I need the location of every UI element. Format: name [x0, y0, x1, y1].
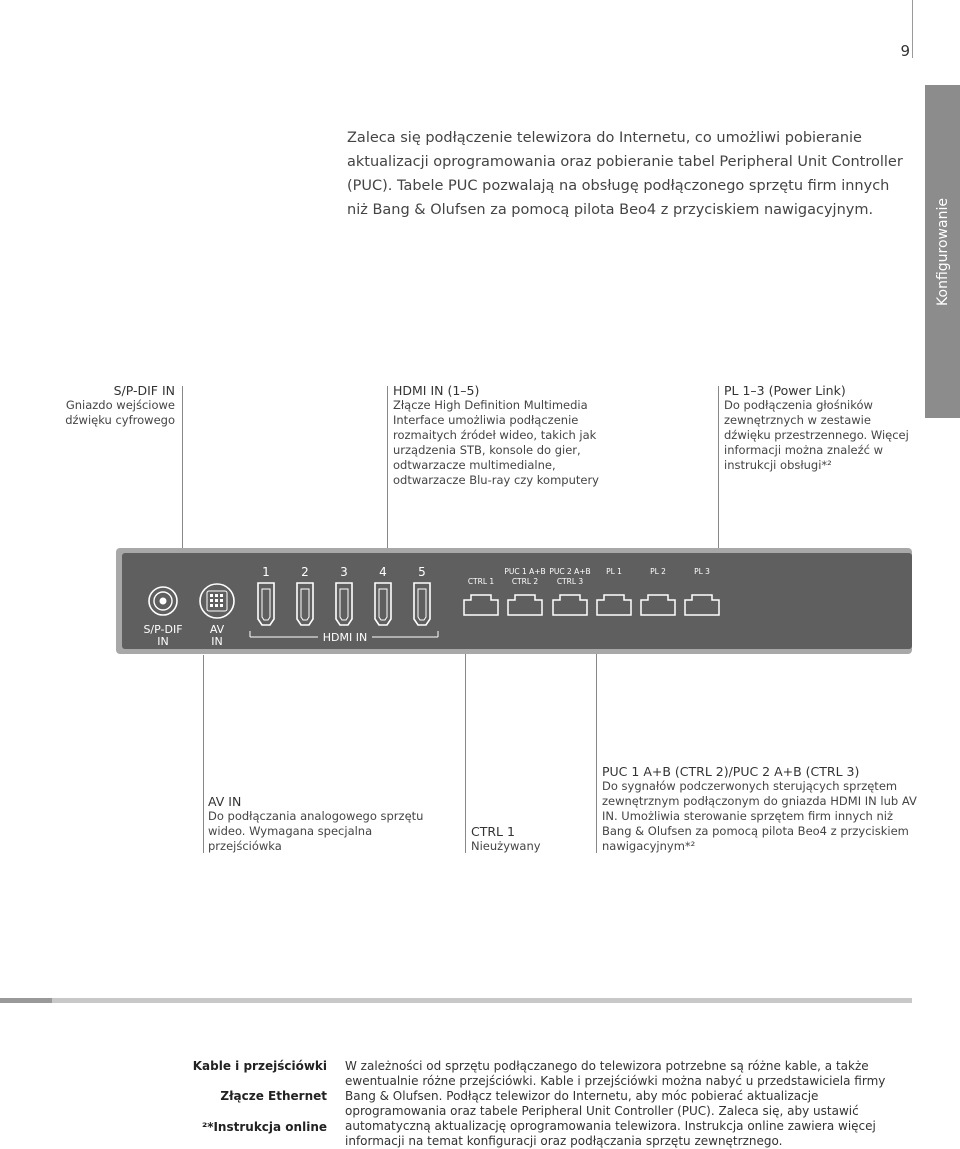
corner-line	[912, 0, 913, 58]
av-leader-line	[203, 655, 204, 853]
hdmi-number-5: 5	[418, 565, 426, 579]
av-callout-body: Do podłączania analogowego sprzętu wideo. Wymagana specjalna przejściówka	[208, 809, 424, 853]
av-panel-label-2: IN	[211, 635, 223, 648]
puc-callout-title: PUC 1 A+B (CTRL 2)/PUC 2 A+B (CTRL 3)	[602, 764, 860, 779]
footer-text: W zależności od sprzętu podłączanego do telewizora potrzebne są różne kable, a także ewentualnie różne przejściówki. Kable i przejściówki można nabyć u przedstawiciela firmy Bang & Olufsen. Podłącz telewizor do Internetu, aby móc pobierać aktualizacje oprogramowania oraz tabele Peripheral Unit Controller (PUC). Zaleca się, aby ustawić automatyczną aktualizację oprogramowania telewizora. Instrukcja online zawiera więcej informacji na temat konfiguracji oraz podłączania sprzętu zewnętrznego.	[345, 1059, 886, 1148]
av-callout	[208, 794, 438, 854]
side-tab-label: Konfigurowanie	[934, 197, 951, 306]
spdif-panel-label-1: S/P-DIF	[143, 623, 183, 636]
hdmi-leader-line	[387, 386, 388, 558]
ctrl1-callout-body: Nieużywany	[471, 839, 541, 853]
spdif-callout-body: Gniazdo wejściowe dźwięku cyfrowego	[65, 398, 175, 427]
hdmi-callout-body: Złącze High Definition Multimedia Interface umożliwia podłączenie rozmaitych źródeł wideo, takich jak urządzenia STB, konsole do gier, odtwarzacze multimedialne, odtwarzacze Blu-ray czy komputery	[393, 398, 599, 487]
hdmi-number-4: 4	[379, 565, 387, 579]
ctrl1-panel-label: CTRL 1	[467, 577, 495, 586]
hdmi-callout	[393, 383, 613, 488]
hdmi-number-2: 2	[301, 565, 309, 579]
footer-label-online-guide: ²*Instrukcja online	[201, 1120, 327, 1134]
section-divider	[0, 998, 912, 1003]
spdif-callout	[30, 383, 175, 428]
av-callout-title: AV IN	[208, 794, 242, 809]
hdmi-callout-title: HDMI IN (1–5)	[393, 383, 480, 398]
footer-label-ethernet: Złącze Ethernet	[220, 1089, 327, 1103]
ctrl1-callout	[471, 824, 591, 854]
intro-paragraph: Zaleca się podłączenie telewizora do Internetu, co umożliwi pobieranie aktualizacji oprogramowania oraz pobieranie tabel Peripheral Unit Controller (PUC). Tabele PUC pozwalają na obsługę podłączonego sprzętu firm innych niż Bang & Olufsen za pomocą pilota Beo4 z przyciskiem nawigacyjnym.	[347, 130, 903, 218]
section-divider-accent	[0, 998, 52, 1003]
pl2-panel-label: PL 2	[650, 567, 666, 576]
hdmi-number-3: 3	[340, 565, 348, 579]
hdmi-number-1: 1	[262, 565, 270, 579]
av-panel-label-1: AV	[209, 623, 225, 636]
pl3-panel-label: PL 3	[694, 567, 710, 576]
spdif-panel-label-2: IN	[157, 635, 169, 648]
puc2-panel-label: PUC 2 A+B	[549, 567, 591, 576]
page-number: 9	[900, 42, 910, 60]
connector-panel	[0, 545, 912, 657]
pl-callout	[724, 383, 909, 473]
puc-callout	[602, 764, 917, 854]
hdmi-panel-label: HDMI IN	[322, 631, 368, 644]
puc1-panel-label: PUC 1 A+B	[504, 567, 546, 576]
pl-callout-title: PL 1–3 (Power Link)	[724, 383, 846, 398]
pl1-panel-label: PL 1	[606, 567, 622, 576]
pl-callout-body: Do podłączenia głośników zewnętrznych w zestawie dźwięku przestrzennego. Więcej informacji można znaleźć w instrukcji obsługi*²	[724, 398, 909, 472]
ctrl3-panel-label: CTRL 3	[556, 577, 584, 586]
footer-label-cables: Kable i przejściówki	[192, 1059, 327, 1073]
side-tab[interactable]	[925, 85, 960, 418]
spdif-callout-title: S/P-DIF IN	[113, 383, 175, 398]
ctrl1-callout-title: CTRL 1	[471, 824, 515, 839]
ctrl2-panel-label: CTRL 2	[511, 577, 539, 586]
puc-callout-body: Do sygnałów podczerwonych sterujących sprzętem zewnętrznym podłączonym do gniazda HDMI IN lub AV IN. Umożliwia sterowanie sprzętem firm innych niż Bang & Olufsen za pomocą pilota Beo4 z przyciskiem nawigacyjnym*²	[602, 779, 917, 853]
